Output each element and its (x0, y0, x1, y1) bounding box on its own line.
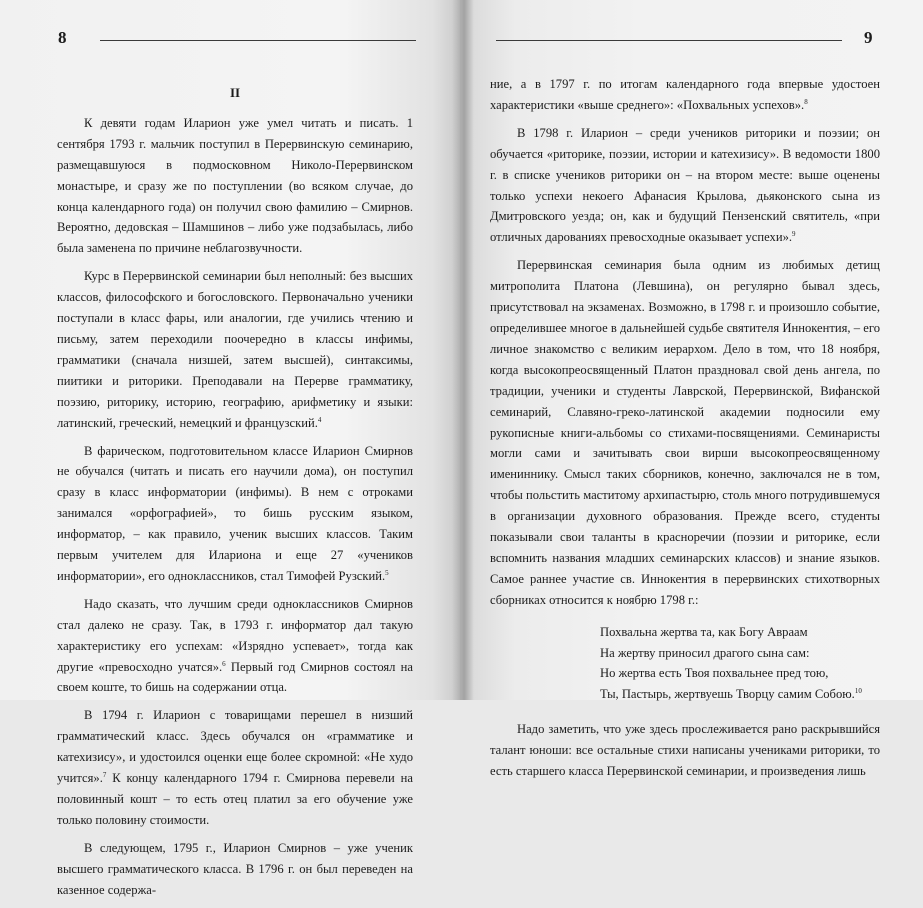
poem-line (600, 684, 880, 705)
paragraph-text: ние, а в 1797 г. по итогам календарного года впервые удостоен характеристики «выше среднего»: «Похвальных успехов». (490, 77, 880, 112)
paragraph-text: В 1794 г. Иларион с товарищами перешел в низший грамматический класс. Здесь обучался он «грамматике и катехизису», и удостоился оценки еще более скромной: «Не худо учится». (57, 708, 413, 786)
paragraph (57, 705, 413, 830)
paragraph-text: В следующем, 1795 г., Иларион Смирнов – уже ученик высшего грамматического класса. В 1796 г. он был переведен на казенное содержа- (57, 840, 413, 897)
paragraph (57, 441, 413, 587)
paragraph (57, 266, 413, 433)
footnote-ref: 10 (854, 687, 862, 696)
header-rule-right (496, 40, 842, 41)
paragraph-text-after: К концу календарного 1794 г. Смирнова перевели на половинный кошт – то есть отец платил за его обучение уже только половину стоимости. (57, 771, 413, 827)
footnote-ref: 8 (804, 97, 808, 106)
paragraph-text: В 1798 г. Иларион – среди учеников риторики и поэзии; он обучается «риторике, поэзии, истории и катехизису». В ведомости 1800 г. в списке учеников риторики он – на втором месте: выше оценены только успехи некоего Афанасия Крылова, дьяконского сына из Дмитровского уезда; он, как и будущий Пензенский святитель, «при отличных дарованиях превосходные оказывает успехи». (490, 125, 880, 245)
paragraph-text: В фарическом, подготовительном классе Иларион Смирнов не обучался (читать и писать его научили дома), он поступил сразу в класс информатории (инфимы). В нем с отроками занимался «орфографией», то бишь русским языком, информатор, – как правило, ученик высших классов. Таким первым учителем для Илариона и еще 27 «учеников информатории», его одноклассников, стал Тимофей Рузский. (57, 443, 413, 583)
footnote-ref: 4 (317, 415, 322, 424)
paragraph (57, 594, 413, 699)
paragraph (57, 838, 413, 901)
poem-line: На жертву приносил драгого сына сам: (600, 645, 810, 660)
page-number-right: 9 (864, 28, 873, 47)
paragraph-text: Курс в Перервинской семинарии был неполный: без высших классов, философского и богословского. Первоначально ученики поступали в класс фары, или аналогии, где учились чтению и письму, затем переходили поочередно в классы инфимы, грамматики (сначала низшей, затем высшей), синтаксимы, пиитики и риторики. Преподавали на Перерве грамматику, поэзию, риторику, историю, географию, арифметику и языки: латинский, греческий, немецкий и французский. (57, 269, 413, 430)
header-rule-left (100, 40, 416, 41)
left-page-text (57, 83, 413, 908)
footnote-ref: 9 (792, 230, 796, 239)
paragraph (490, 719, 880, 782)
paragraph-continuation (490, 74, 880, 116)
poem-line: Похвальна жертва та, как Богу Авраам (600, 624, 808, 639)
right-page-text (490, 74, 880, 789)
poem-line: Но жертва есть Твоя похвальнее пред тою, (600, 666, 829, 681)
poem (600, 622, 880, 706)
page-number-left: 8 (58, 28, 67, 47)
paragraph (490, 123, 880, 248)
poem-line-text: Ты, Пастырь, жертвуешь Творцу самим Собою. (600, 687, 855, 702)
footnote-ref: 5 (385, 568, 389, 577)
chapter-heading: II (229, 85, 241, 100)
footnote-ref: 6 (222, 659, 226, 668)
right-page (460, 0, 923, 779)
paragraph-text: Надо заметить, что уже здесь прослеживается рано раскрывшийся талант юноши: все остальные стихи написаны учениками риторики, то есть старшего класса Перервинской семинарии, и произведения лишь (490, 722, 880, 779)
paragraph (490, 255, 880, 610)
left-page (0, 0, 460, 897)
paragraph-text: К девяти годам Иларион уже умел читать и писать. 1 сентября 1793 г. мальчик поступил в Перервинскую семинарию, размещавшуюся в подмосковном Николо-Перервинском монастыре, и сразу же по поступлении (во всяком случае, до конца календарного года) он получил свою фамилию – Смирнов. Вероятно, дедовская – Шамшинов – либо уже подзабылась, либо была заменена по причине неблагозвучности. (57, 115, 413, 256)
paragraph-text-after: Первый год Смирнов состоял на своем коште, то бишь на содержании отца. (57, 659, 413, 695)
paragraph-text: Надо сказать, что лучшим среди одноклассников Смирнов стал далеко не сразу. Так, в 1793 г. информатор дал такую характеристику его успехам: «Изрядно успевает», тогда как другие «превосходно учатся». (57, 596, 413, 674)
footnote-ref: 7 (102, 770, 107, 779)
paragraph (57, 113, 413, 259)
paragraph-text: Перервинская семинария была одним из любимых детищ митрополита Платона (Левшина), он регулярно бывал здесь, присутствовал на экзаменах. Возможно, в 1798 г. и произошло событие, определившее многое в дальнейшей судьбе святителя Иннокентия, – его личное знакомство с великим иерархом. Дело в том, что 18 ноября, когда высокопреосвященный Платон праздновал свой день ангела, по традиции, ученики и студенты Лаврской, Перервинской, Вифанской семинарий, Славяно-греко-латинской академии подносили ему рукописные книги-альбомы со стихами-посвящениями. Семинаристы могли сами и зачитывать свои вирши высокопреосвященному имениннику. Смысл таких сборников, конечно, заключался не в том, чтобы польстить маститому архипастырю, столь много потрудившемуся в организации духовного образования. Прежде всего, студенты показывали свои таланты в красноречии (поэзии и риторике, если вспомнить названия младших семинарских классов) и знание языков. Самое раннее участие св. Иннокентия в перервинских стихотворных сборниках относится к ноябрю 1798 г.: (490, 258, 880, 607)
